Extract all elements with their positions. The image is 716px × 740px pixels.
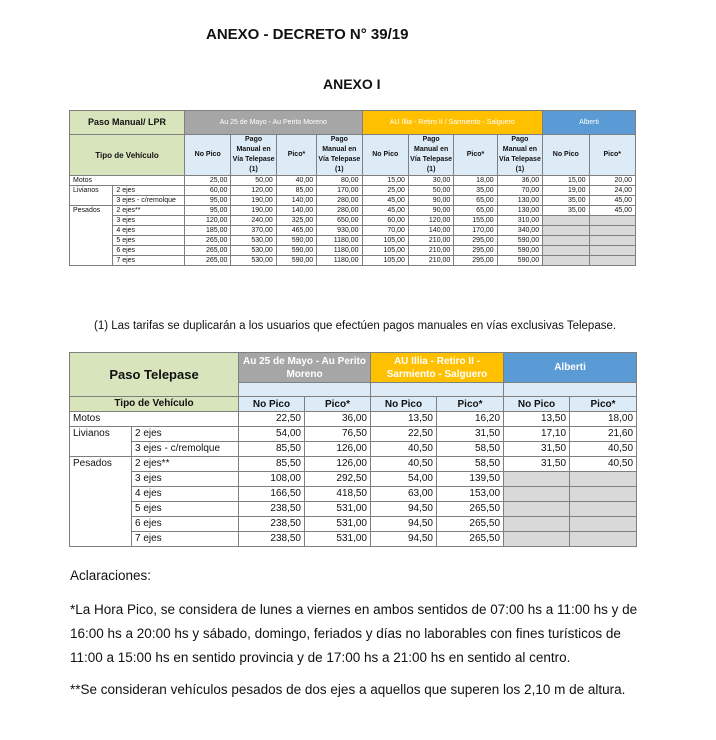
table1-axle-cell: 4 ejes — [113, 226, 185, 236]
table1-group-alberti: Alberti — [543, 111, 636, 135]
table2-value-cell: 22,50 — [239, 412, 305, 427]
table1-value-cell: 90,00 — [408, 206, 453, 216]
table1-category-cell: Pesados — [70, 206, 113, 266]
table2-value-cell — [504, 472, 570, 487]
table1-value-cell: 140,00 — [276, 206, 316, 216]
table1-value-cell: 120,00 — [408, 216, 453, 226]
table2-value-cell: 21,60 — [570, 427, 637, 442]
table1-row — [70, 226, 636, 236]
table2-value-cell — [570, 532, 637, 547]
table2-value-cell: 126,00 — [305, 457, 371, 472]
table1-value-cell: 95,00 — [185, 196, 231, 206]
table1-value-cell: 19,00 — [543, 186, 589, 196]
table1-row — [70, 196, 636, 206]
table1-value-cell: 280,00 — [317, 196, 362, 206]
table1-value-cell: 25,00 — [362, 186, 408, 196]
table2-row — [70, 442, 637, 457]
table1-row — [70, 256, 636, 266]
table1-value-cell: 210,00 — [408, 236, 453, 246]
table1-value-cell — [543, 246, 589, 256]
table2-row — [70, 487, 637, 502]
table1-value-cell: 60,00 — [185, 186, 231, 196]
table2-value-cell: 94,50 — [371, 502, 437, 517]
table2-value-cell: 13,50 — [504, 412, 570, 427]
table2-value-cell: 94,50 — [371, 517, 437, 532]
table1-axle-cell: 2 ejes — [113, 186, 185, 196]
table1-value-cell: 36,00 — [497, 176, 542, 186]
table2-value-cell: 139,50 — [437, 472, 504, 487]
table1-value-cell: 25,00 — [185, 176, 231, 186]
table1-value-cell: 930,00 — [317, 226, 362, 236]
table2-value-cell: 418,50 — [305, 487, 371, 502]
table1-value-cell — [589, 246, 636, 256]
table1-value-cell — [543, 216, 589, 226]
table1-value-cell: 95,00 — [185, 206, 231, 216]
table2-row — [70, 457, 637, 472]
table1-row — [70, 186, 636, 196]
table1-value-cell: 280,00 — [317, 206, 362, 216]
table2-value-cell: 85,50 — [239, 457, 305, 472]
table2-value-cell — [570, 487, 637, 502]
table1-value-cell: 210,00 — [408, 246, 453, 256]
table1-value-cell: 105,00 — [362, 236, 408, 246]
table1-value-cell: 590,00 — [497, 246, 542, 256]
table1-subheader: No Pico — [543, 135, 589, 176]
table2-value-cell: 238,50 — [239, 502, 305, 517]
table1-value-cell: 105,00 — [362, 246, 408, 256]
table1-value-cell: 45,00 — [362, 206, 408, 216]
annex-title: ANEXO I — [323, 76, 381, 92]
table1-value-cell: 590,00 — [497, 236, 542, 246]
table2-value-cell: 40,50 — [371, 457, 437, 472]
table2-row — [70, 427, 637, 442]
table2-value-cell — [504, 502, 570, 517]
table2-value-cell — [570, 502, 637, 517]
table1-value-cell: 85,00 — [276, 186, 316, 196]
table2-subheader: No Pico — [504, 397, 570, 412]
table1-value-cell: 50,00 — [408, 186, 453, 196]
table1-value-cell: 265,00 — [185, 246, 231, 256]
table1-value-cell: 1180,00 — [317, 256, 362, 266]
table2-category-cell: Pesados — [70, 457, 132, 547]
table1-value-cell: 90,00 — [408, 196, 453, 206]
table2-row — [70, 502, 637, 517]
table2-corner-title: Paso Telepase — [70, 353, 239, 397]
table1-subheader: Pico* — [589, 135, 636, 176]
table1-value-cell — [589, 216, 636, 226]
table1-value-cell: 65,00 — [454, 196, 497, 206]
table2-category-cell: Livianos — [70, 427, 132, 457]
table2-value-cell: 58,50 — [437, 457, 504, 472]
table2-value-cell: 265,50 — [437, 517, 504, 532]
table2-value-cell: 40,50 — [570, 457, 637, 472]
table2-value-cell: 85,50 — [239, 442, 305, 457]
table1-value-cell: 295,00 — [454, 236, 497, 246]
table2-value-cell — [504, 487, 570, 502]
table1-value-cell: 18,00 — [454, 176, 497, 186]
table2-value-cell: 13,50 — [371, 412, 437, 427]
table1-value-cell: 20,00 — [589, 176, 636, 186]
telepase-toll-table — [69, 352, 637, 547]
table1-value-cell: 370,00 — [231, 226, 276, 236]
table1-value-cell: 50,00 — [231, 176, 276, 186]
table2-subheader: No Pico — [239, 397, 305, 412]
table1-axle-cell: 7 ejes — [113, 256, 185, 266]
table1-axle-cell: 3 ejes — [113, 216, 185, 226]
table2-value-cell — [504, 532, 570, 547]
table1-value-cell: 35,00 — [454, 186, 497, 196]
table1-value-cell — [589, 226, 636, 236]
table1-value-cell: 155,00 — [454, 216, 497, 226]
table2-spacer — [239, 383, 371, 397]
table1-value-cell: 530,00 — [231, 256, 276, 266]
table1-value-cell: 185,00 — [185, 226, 231, 236]
table1-row — [70, 216, 636, 226]
table2-value-cell: 166,50 — [239, 487, 305, 502]
table1-value-cell: 70,00 — [362, 226, 408, 236]
table2-value-cell: 54,00 — [371, 472, 437, 487]
table1-value-cell — [589, 236, 636, 246]
table1-value-cell: 80,00 — [317, 176, 362, 186]
table1-value-cell: 240,00 — [231, 216, 276, 226]
table2-value-cell: 17,10 — [504, 427, 570, 442]
table2-axle-cell: 5 ejes — [132, 502, 239, 517]
table1-value-cell: 210,00 — [408, 256, 453, 266]
table1-row — [70, 236, 636, 246]
table1-value-cell: 40,00 — [276, 176, 316, 186]
table1-category-cell: Livianos — [70, 186, 113, 206]
table1-group-25-de-mayo: Au 25 de Mayo - Au Perito Moreno — [185, 111, 363, 135]
table2-group-illia: AU Illia - Retiro II - Sarmiento - Salguero — [371, 353, 504, 383]
table2-vehicle-type-header: Tipo de Vehículo — [70, 397, 239, 412]
manual-toll-table — [69, 110, 636, 266]
table1-subheader: Pico* — [276, 135, 316, 176]
table1-value-cell: 120,00 — [231, 186, 276, 196]
table1-value-cell: 45,00 — [362, 196, 408, 206]
table2-value-cell: 40,50 — [570, 442, 637, 457]
table1-subheader: Pago Manual en Vía Telepase (1) — [231, 135, 276, 176]
table2-subheader: Pico* — [437, 397, 504, 412]
table1-value-cell: 140,00 — [408, 226, 453, 236]
table1-value-cell: 340,00 — [497, 226, 542, 236]
table2-row — [70, 517, 637, 532]
table2-value-cell: 238,50 — [239, 517, 305, 532]
table2-axle-cell: 3 ejes — [132, 472, 239, 487]
table1-row — [70, 176, 636, 186]
table2-value-cell: 531,00 — [305, 532, 371, 547]
table1-value-cell: 15,00 — [543, 176, 589, 186]
table2-value-cell: 153,00 — [437, 487, 504, 502]
table2-value-cell: 36,00 — [305, 412, 371, 427]
table2-axle-cell: 6 ejes — [132, 517, 239, 532]
table1-value-cell: 590,00 — [276, 246, 316, 256]
table2-axle-cell: 7 ejes — [132, 532, 239, 547]
table1-value-cell: 35,00 — [543, 196, 589, 206]
table2-spacer — [504, 383, 637, 397]
table1-value-cell: 1180,00 — [317, 246, 362, 256]
table1-subheader: Pico* — [454, 135, 497, 176]
table2-value-cell: 31,50 — [504, 442, 570, 457]
table1-axle-cell: 5 ejes — [113, 236, 185, 246]
table1-value-cell: 295,00 — [454, 246, 497, 256]
table2-value-cell: 292,50 — [305, 472, 371, 487]
table1-value-cell: 530,00 — [231, 246, 276, 256]
table1-value-cell: 120,00 — [185, 216, 231, 226]
table1-vehicle-type-header: Tipo de Vehículo — [70, 135, 185, 176]
table1-value-cell: 650,00 — [317, 216, 362, 226]
table1-value-cell: 1180,00 — [317, 236, 362, 246]
table2-value-cell: 265,50 — [437, 502, 504, 517]
table1-value-cell: 170,00 — [317, 186, 362, 196]
table2-value-cell — [504, 517, 570, 532]
table2-value-cell: 40,50 — [371, 442, 437, 457]
table2-axle-cell: 3 ejes - c/remolque — [132, 442, 239, 457]
table1-subheader: Pago Manual en Vía Telepase (1) — [497, 135, 542, 176]
table1-value-cell: 465,00 — [276, 226, 316, 236]
table2-value-cell: 18,00 — [570, 412, 637, 427]
table2-group-25-de-mayo: Au 25 de Mayo - Au Perito Moreno — [239, 353, 371, 383]
table2-value-cell: 108,00 — [239, 472, 305, 487]
table2-value-cell: 63,00 — [371, 487, 437, 502]
table2-row — [70, 472, 637, 487]
table1-value-cell: 325,00 — [276, 216, 316, 226]
table2-value-cell: 54,00 — [239, 427, 305, 442]
table1-value-cell: 130,00 — [497, 196, 542, 206]
table2-value-cell: 58,50 — [437, 442, 504, 457]
table2-axle-cell: 4 ejes — [132, 487, 239, 502]
table1-value-cell: 35,00 — [543, 206, 589, 216]
table2-value-cell: 126,00 — [305, 442, 371, 457]
table2-value-cell: 22,50 — [371, 427, 437, 442]
table2-value-cell: 31,50 — [437, 427, 504, 442]
table2-group-alberti: Alberti — [504, 353, 637, 383]
table1-value-cell: 590,00 — [497, 256, 542, 266]
table1-subheader: No Pico — [185, 135, 231, 176]
table2-value-cell: 265,50 — [437, 532, 504, 547]
table2-subheader: Pico* — [570, 397, 637, 412]
table2-row — [70, 532, 637, 547]
table1-axle-cell: 6 ejes — [113, 246, 185, 256]
decree-title: ANEXO - DECRETO N° 39/19 — [206, 26, 409, 43]
table1-value-cell: 45,00 — [589, 206, 636, 216]
table1-value-cell: 265,00 — [185, 256, 231, 266]
table1-value-cell: 140,00 — [276, 196, 316, 206]
table2-subheader: Pico* — [305, 397, 371, 412]
table2-spacer — [371, 383, 504, 397]
table1-row — [70, 206, 636, 216]
table1-value-cell: 590,00 — [276, 236, 316, 246]
note-duplicated-rates: (1) Las tarifas se duplicarán a los usuarios que efectúen pagos manuales en vías exclusivas Telepase. — [94, 320, 617, 332]
table2-axle-cell: 2 ejes — [132, 427, 239, 442]
table1-value-cell: 45,00 — [589, 196, 636, 206]
table1-subheader: Pago Manual en Vía Telepase (1) — [408, 135, 453, 176]
table2-value-cell: 31,50 — [504, 457, 570, 472]
table2-row — [70, 412, 637, 427]
table1-value-cell: 24,00 — [589, 186, 636, 196]
table2-category-cell: Motos — [70, 412, 239, 427]
table1-value-cell: 130,00 — [497, 206, 542, 216]
table1-value-cell: 265,00 — [185, 236, 231, 246]
table1-value-cell — [543, 236, 589, 246]
clarifications-heading: Aclaraciones: — [70, 568, 152, 583]
table1-value-cell: 590,00 — [276, 256, 316, 266]
table1-axle-cell: 3 ejes - c/remolque — [113, 196, 185, 206]
table2-value-cell: 94,50 — [371, 532, 437, 547]
table1-value-cell: 30,00 — [408, 176, 453, 186]
table1-value-cell: 60,00 — [362, 216, 408, 226]
table2-value-cell — [570, 517, 637, 532]
table1-value-cell — [589, 256, 636, 266]
table2-value-cell — [570, 472, 637, 487]
table1-value-cell: 65,00 — [454, 206, 497, 216]
peak-hours-note: *La Hora Pico, se considera de lunes a viernes en ambos sentidos de 07:00 hs a 11:00 hs y de 16:00 hs a 20:00 hs y sábado, domingo, feriados y días no laborables con fines turísticos de 11:00 a 15:00 hs en sentido provincia y de 17:00 hs a 21:00 hs en sentido al centro. — [70, 602, 638, 665]
table1-subheader: No Pico — [362, 135, 408, 176]
table1-value-cell: 190,00 — [231, 196, 276, 206]
table2-axle-cell: 2 ejes** — [132, 457, 239, 472]
table1-value-cell: 190,00 — [231, 206, 276, 216]
table1-row — [70, 246, 636, 256]
table1-value-cell: 170,00 — [454, 226, 497, 236]
table2-value-cell: 16,20 — [437, 412, 504, 427]
table1-axle-cell: 2 ejes** — [113, 206, 185, 216]
table2-value-cell: 238,50 — [239, 532, 305, 547]
table1-value-cell: 70,00 — [497, 186, 542, 196]
table2-value-cell: 76,50 — [305, 427, 371, 442]
table1-value-cell: 15,00 — [362, 176, 408, 186]
table1-category-cell: Motos — [70, 176, 185, 186]
table1-group-illia: AU Illia - Retiro II / Sarmiento - Salguero — [362, 111, 543, 135]
table1-value-cell: 295,00 — [454, 256, 497, 266]
table1-value-cell — [543, 226, 589, 236]
table1-value-cell — [543, 256, 589, 266]
table1-value-cell: 530,00 — [231, 236, 276, 246]
table1-corner-title: Paso Manual/ LPR — [70, 111, 185, 135]
heavy-vehicles-note: **Se consideran vehículos pesados de dos ejes a aquellos que superen los 2,10 m de altura. — [70, 682, 626, 697]
table1-subheader: Pago Manual en Vía Telepase (1) — [317, 135, 362, 176]
table2-value-cell: 531,00 — [305, 502, 371, 517]
table2-value-cell: 531,00 — [305, 517, 371, 532]
table1-value-cell: 105,00 — [362, 256, 408, 266]
table2-subheader: No Pico — [371, 397, 437, 412]
table1-value-cell: 310,00 — [497, 216, 542, 226]
